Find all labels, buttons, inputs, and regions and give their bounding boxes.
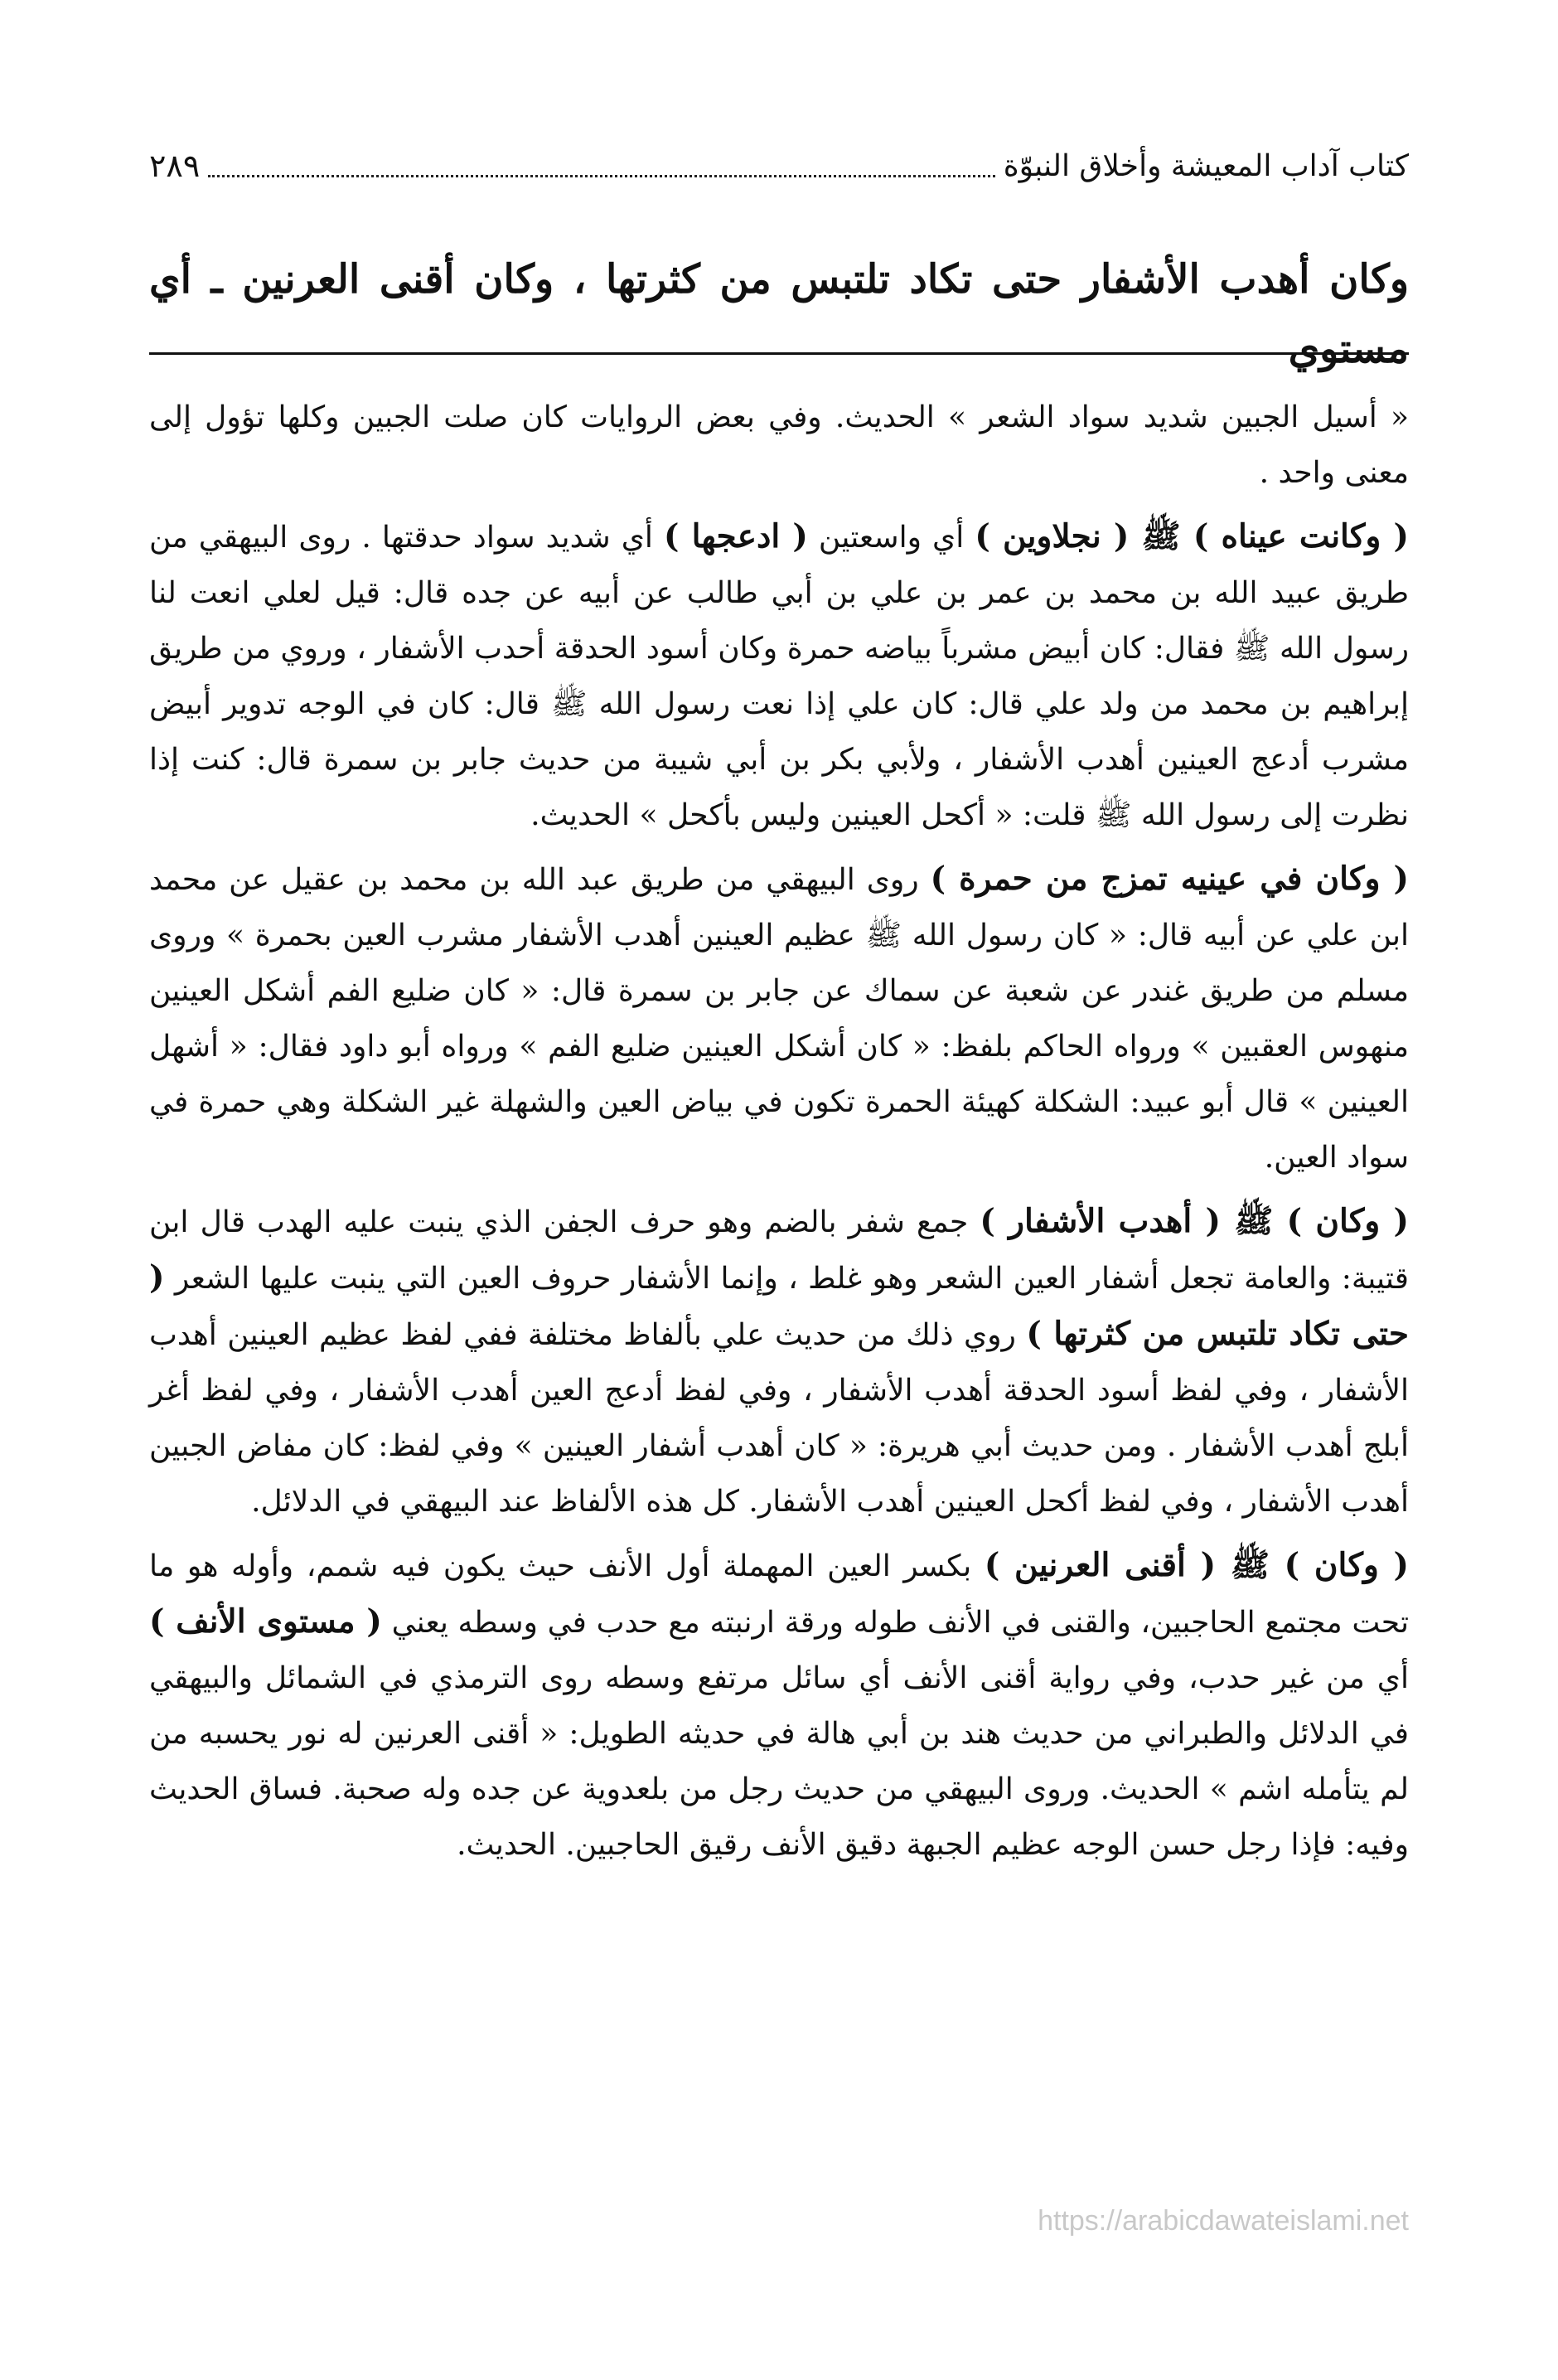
- commentary-body: [149, 390, 1409, 1881]
- lemma-adaja: ( ادعجها ): [663, 517, 808, 555]
- paragraph-3: [149, 851, 1409, 1185]
- paragraph-4-text: جمع شفر بالضم وهو حرف الجفن الذي ينبت عليه الهدب قال ابن قتيبة: والعامة تجعل أشفار العين الشعر وهو غلط ، وإنما الأشفار حروف العين التي ينبت عليها الشعر: [149, 1205, 1409, 1296]
- book-title: كتاب آداب المعيشة وأخلاق النبوّة: [1003, 148, 1409, 183]
- watermark-url: https://arabicdawateislami.net: [1038, 2205, 1409, 2237]
- lemma-eyelashes: ( وكان ) ﷺ ( أهدب الأشفار ): [980, 1202, 1409, 1240]
- lemma-redness: ( وكان في عينيه تمزج من حمرة ): [930, 860, 1409, 898]
- main-text-line: وكان أهدب الأشفار حتى تكاد تلتبس من كثرتها ، وكان أقنى العرنين ـ أي مستوي: [149, 256, 1409, 372]
- lemma-abundance: ( حتى تكاد تلتبس من كثرتها ): [149, 1258, 1409, 1353]
- page-number: ٢٨٩: [149, 148, 201, 184]
- running-header: [149, 137, 1409, 195]
- paragraph-5-text-2: أي من غير حدب، وفي رواية أقنى الأنف أي سائل مرتفع وسطه روى الترمذي في الشمائل والبيهقي في الدلائل والطبراني من حديث هند بن أبي هالة في حديثه الطويل: « أقنى العرنين له نور يحسبه من لم يتأمله اشم » الحديث. وروى البيهقي من حديث رجل من بلعدوية عن جده وله صحبة. فساق الحديث وفيه: فإذا رجل حسن الوجه عظيم الجبهة دقيق الأنف رقيق الحاجبين. الحديث.: [149, 1661, 1409, 1862]
- separator-rule: [149, 352, 1409, 355]
- paragraph-3-text: روى البيهقي من طريق عبد الله بن محمد بن عقيل عن محمد ابن علي عن أبيه قال: « كان رسول الله ﷺ عظيم العينين أهدب الأشفار مشرب العين بحمرة » وروى مسلم من طريق غندر عن شعبة عن سماك عن جابر بن سمرة قال: « كان ضليع الفم أشكل العينين منهوس العقبين » ورواه الحاكم بلفظ: « كان أشكل العينين ضليع الفم » ورواه أبو داود فقال: « أشهل العينين » قال أبو عبيد: الشكلة كهيئة الحمرة تكون في بياض العين والشهلة غير الشكلة وهي حمرة في سواد العين.: [149, 863, 1409, 1175]
- lemma-straight-nose: ( مستوى الأنف ): [149, 1602, 382, 1641]
- paragraph-4-text-2: روي ذلك من حديث علي بألفاظ مختلفة ففي لفظ عظيم العينين أهدب الأشفار ، وفي لفظ أسود الحدقة أهدب الأشفار ، وفي لفظ أدعج العين أهدب الأشفار ، وفي لفظ أغر أبلج أهدب الأشفار . ومن حديث أبي هريرة: « كان أهدب أشفار العينين » وفي لفظ: كان مفاض الجبين أهدب الأشفار ، وفي لفظ أكحل العينين أهدب الأشفار. كل هذه الألفاظ عند البيهقي في الدلائل.: [149, 1318, 1410, 1519]
- paragraph-2-mid: أي واسعتين: [807, 521, 975, 555]
- paragraph-5-text: بكسر العين المهملة أول الأنف حيث يكون فيه شمم، وأوله هو ما تحت مجتمع الحاجبين، والقنى في الأنف طوله ورقة ارنبته مع حدب في وسطه يعني: [149, 1549, 1409, 1640]
- paragraph-5: [149, 1538, 1409, 1873]
- paragraph-4: [149, 1194, 1409, 1529]
- paragraph-2-text: أي شديد سواد حدقتها . روى البيهقي من طريق عبيد الله بن محمد بن عمر بن علي بن أبي طالب عن أبيه عن جده قال: قيل لعلي انعت لنا رسول الله ﷺ فقال: كان أبيض مشرباً بياضه حمرة وكان أسود الحدقة أحدب الأشفار ، وروي من طريق إبراهيم بن محمد من ولد علي قال: كان علي إذا نعت رسول الله ﷺ قال: كان في الوجه تدوير أبيض مشرب أدعج العينين أهدب الأشفار ، ولأبي بكر بن أبي شيبة من حديث جابر بن سمرة قال: كنت إذا نظرت إلى رسول الله ﷺ قلت: « أكحل العينين وليس بأكحل » الحديث.: [149, 521, 1410, 832]
- paragraph-1: « أسيل الجبين شديد سواد الشعر » الحديث. وفي بعض الروايات كان صلت الجبين وكلها تؤول إلى معنى واحد .: [149, 400, 1409, 490]
- paragraph-2: [149, 509, 1409, 843]
- leader-dots: [208, 175, 995, 177]
- lemma-eyes: ( وكانت عيناه ) ﷺ ( نجلاوين ): [975, 517, 1410, 555]
- lemma-nose: ( وكان ) ﷺ ( أقنى العرنين ): [984, 1546, 1409, 1584]
